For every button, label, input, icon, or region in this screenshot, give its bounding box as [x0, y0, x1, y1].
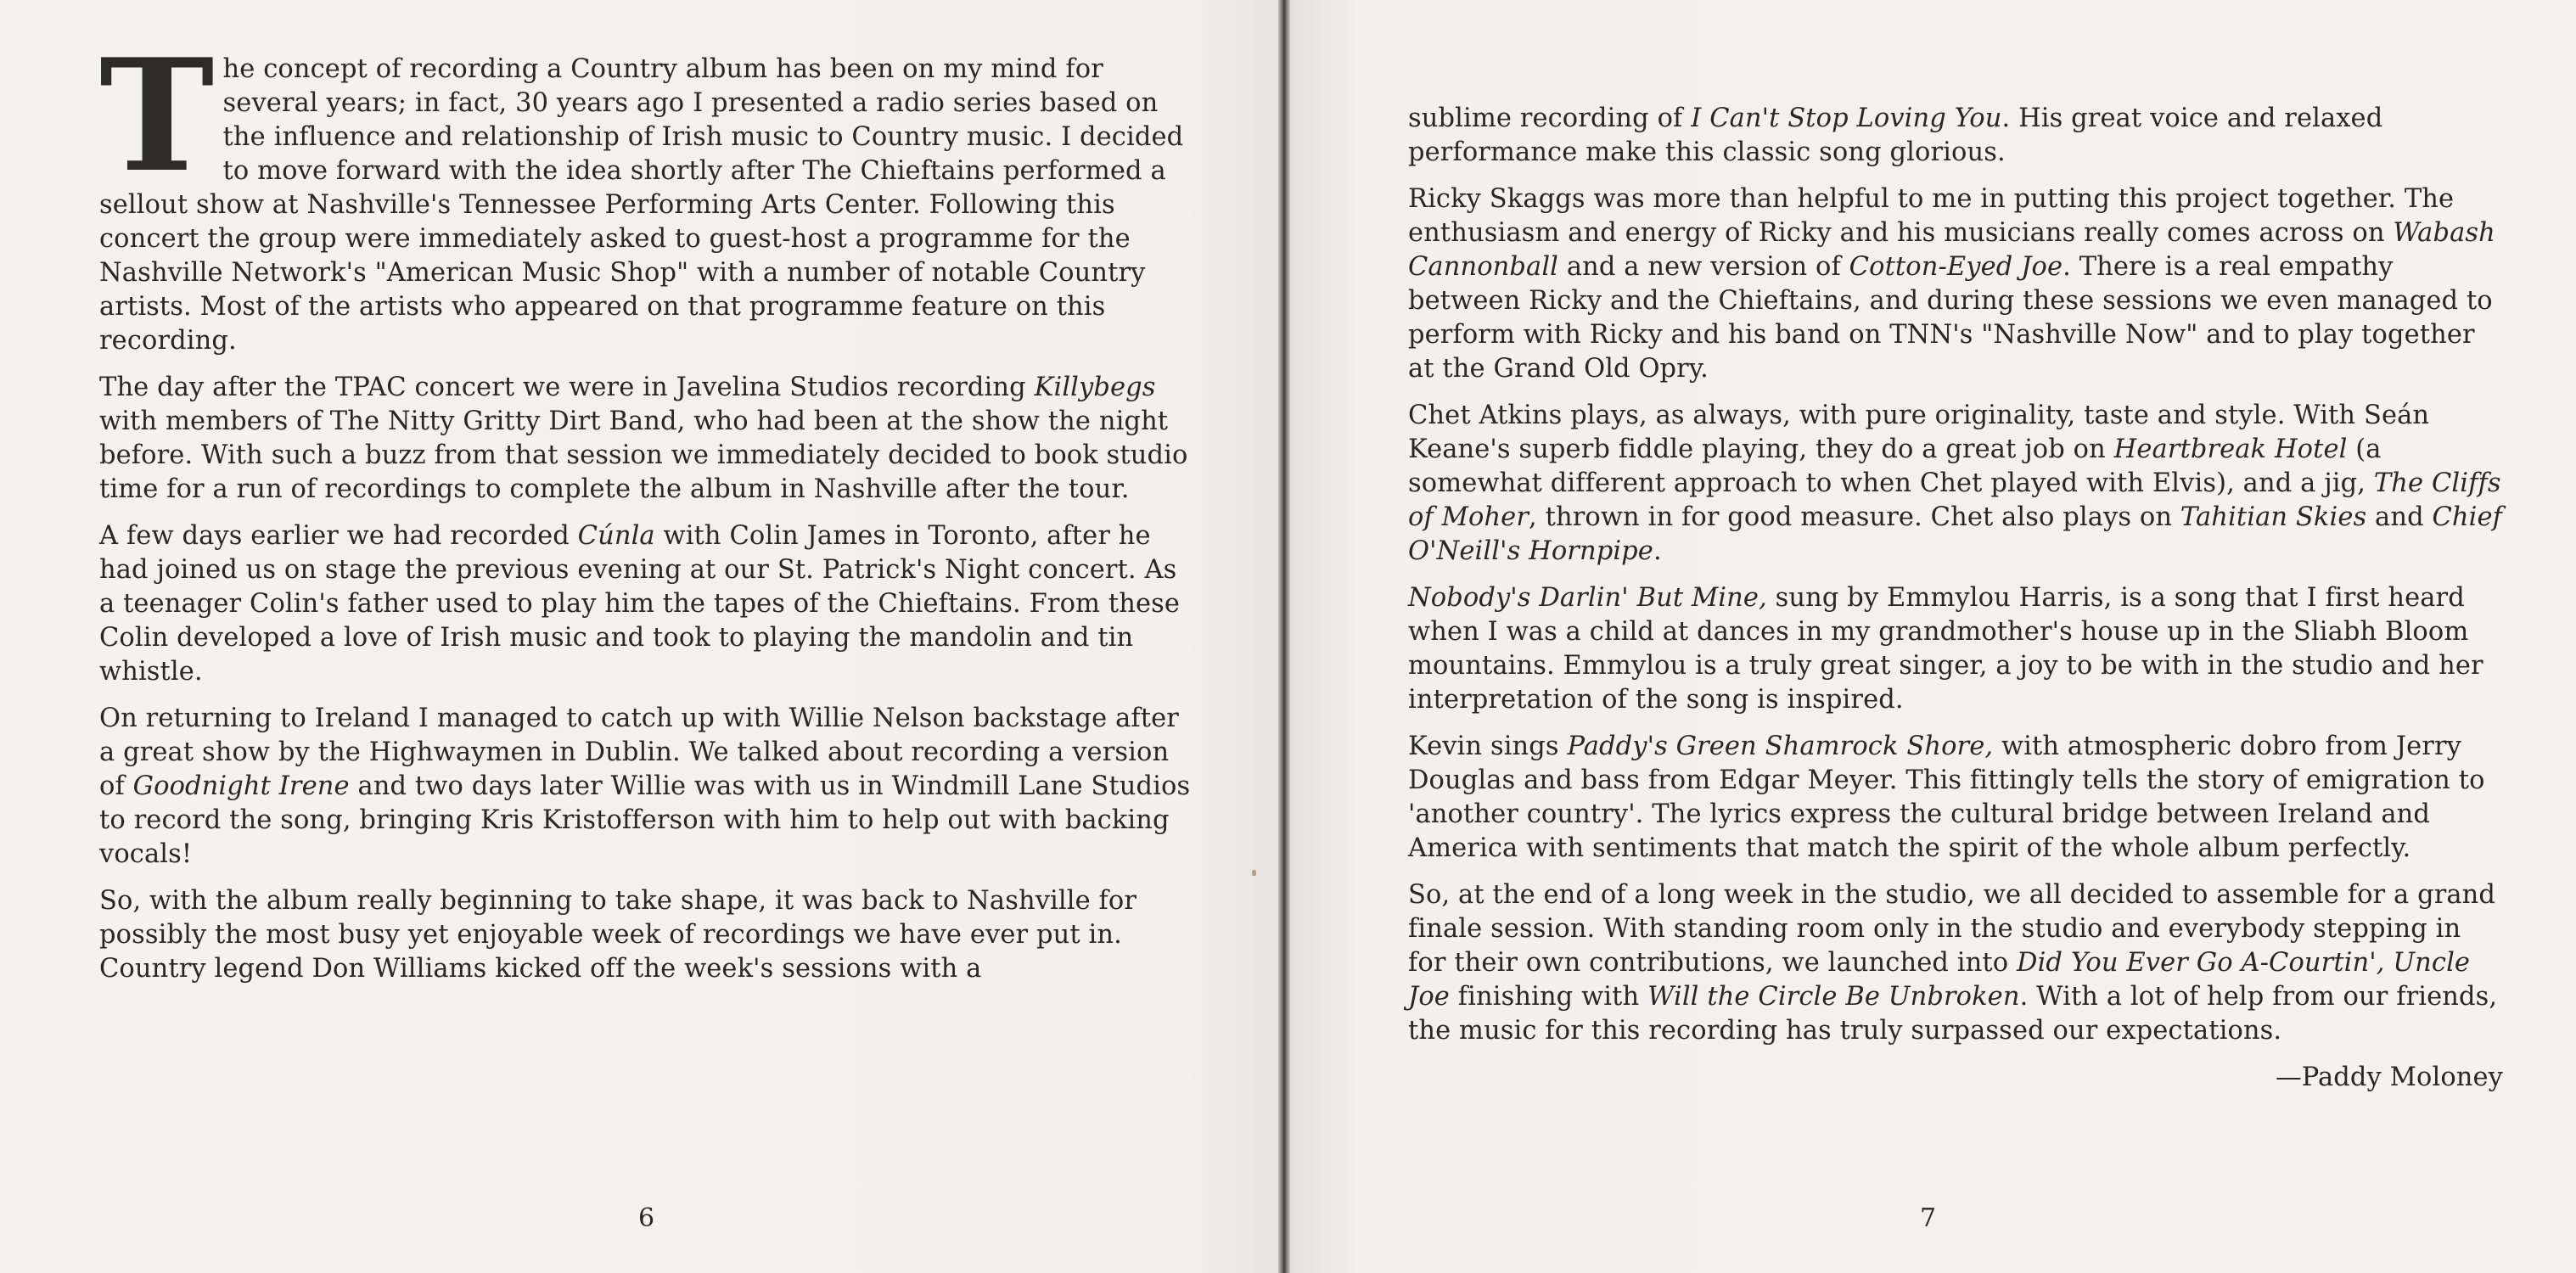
song-title: Chief O'Neill's Hornpipe	[1408, 502, 2503, 566]
book-gutter	[1278, 0, 1290, 1273]
song-title: I Can't Stop Loving You	[1691, 104, 2002, 133]
song-title: Cotton-Eyed Joe	[1849, 252, 2063, 282]
paragraph-text: and a new version of	[1558, 252, 1849, 282]
song-title: Heartbreak Hotel	[2113, 435, 2348, 464]
left-page-text	[99, 25, 1196, 999]
song-title: Nobody's Darlin' But Mine,	[1408, 583, 1767, 613]
song-title: Wabash Cannonball	[1408, 218, 2495, 282]
paragraph-text: On returning to Ireland I managed to catch up with Willie Nelson backstage after a great show by the Highwaymen in Dublin. We talked about recording a version of	[99, 704, 1179, 801]
paragraph-text: sung by Emmylou Harris, is a song that I first heard when I was a child at dances in my grandmother's house up in the Sliabh Bloom mountains. Emmylou is a truly great singer, a joy to be with in the studio and her interpretation of the song is inspired.	[1408, 583, 2483, 715]
drop-cap: T	[99, 25, 215, 206]
paragraph	[1408, 581, 2503, 717]
paragraph-text: A few days earlier we had recorded	[99, 521, 578, 551]
paragraph	[99, 25, 1196, 358]
paragraph	[1408, 182, 2503, 386]
song-title: Cúnla	[577, 521, 655, 551]
paragraph	[99, 519, 1196, 689]
paragraph	[1408, 730, 2503, 866]
page-number-left: 6	[638, 1203, 655, 1233]
paragraph	[1408, 399, 2503, 569]
song-title: Tahitian Skies	[2180, 502, 2367, 532]
paragraph-text: and two days later Willie was with us in Windmill Lane Studios to record the song, bringing Kris Kristofferson with him to help out with backing vocals!	[99, 771, 1191, 869]
paragraph-text: finishing with	[1449, 982, 1648, 1012]
paragraph	[99, 702, 1196, 872]
right-paragraphs	[1408, 102, 2503, 1048]
song-title: Goodnight Irene	[132, 771, 350, 801]
paragraph-text: and	[2366, 502, 2433, 532]
page-number-right: 7	[1920, 1203, 1937, 1233]
paragraph-text: Ricky Skaggs was more than helpful to me in putting this project together. The enthusiasm and energy of Ricky and his musicians really comes across on	[1408, 184, 2455, 248]
paragraph-text: .	[1653, 536, 1662, 566]
paragraph-text: The day after the TPAC concert we were in Javelina Studios recording	[99, 373, 1035, 402]
paragraph-text: Chet Atkins plays, as always, with pure originality, taste and style. With Seán Keane's superb fiddle playing, they do a great job on	[1408, 401, 2430, 464]
right-page-text	[1408, 102, 2503, 1108]
paragraph	[1408, 878, 2503, 1048]
song-title: Did You Ever Go A-Courtin', Uncle Joe	[1408, 948, 2471, 1012]
song-title: Killybegs	[1034, 373, 1156, 402]
paragraph-text: So, with the album really beginning to take shape, it was back to Nashville for possibly the most busy yet enjoyable week of recordings we have ever put in. Country legend Don Williams kicked off the week's sessions with a	[99, 886, 1137, 984]
song-title: The Cliffs of Moher	[1408, 468, 2501, 532]
paragraph-text: . His great voice and relaxed performance make this classic song glorious.	[1408, 104, 2383, 167]
paragraph-text: . With a lot of help from our friends, the music for this recording has truly surpassed our expectations.	[1408, 982, 2498, 1046]
paragraph-text: with members of The Nitty Gritty Dirt Band, who had been at the show the night before. With such a buzz from that session we immediately decided to book studio time for a run of recordings to complete the album in Nashville after the tour.	[99, 407, 1188, 504]
paper-speck	[1252, 870, 1256, 876]
paragraph-text: with Colin James in Toronto, after he had joined us on stage the previous evening at our St. Patrick's Night concert. As a teenager Colin's father used to play him the tapes of the Chieftains. From these Colin developed a love of Irish music and took to playing the mandolin and tin whistle.	[99, 521, 1180, 687]
paragraph	[99, 884, 1196, 986]
paragraph-text: sublime recording of	[1408, 104, 1692, 133]
paragraph-text: (a somewhat different approach to when Chet played with Elvis), and a jig,	[1408, 435, 2382, 498]
paragraph-text: he concept of recording a Country album has been on my mind for several years; in fact, 30 years ago I presented a radio series based on the influence and relationship of Irish music to Country music. I decided to move forward with the idea shortly after The Chieftains performed a sellout show at Nashville's Tennessee Performing Arts Center. Following this concert the group were immediately asked to guest-host a programme for the Nashville Network's "American Music Shop" with a number of notable Country artists. Most of the artists who appeared on that programme feature on this recording.	[99, 54, 1184, 356]
song-title: Paddy's Green Shamrock Shore,	[1567, 732, 1994, 761]
paragraph-text: Kevin sings	[1408, 732, 1568, 761]
paragraph-text: . There is a real empathy between Ricky and the Chieftains, and during these sessions we even managed to perform with Ricky and his band on TNN's "Nashville Now" and to play together at the Grand Old Opry.	[1408, 252, 2493, 384]
paragraph	[1408, 102, 2503, 170]
paragraph-text: with atmospheric dobro from Jerry Douglas and bass from Edgar Meyer. This fittingly tells the story of emigration to 'another country'. The lyrics express the cultural bridge between Ireland and America with sentiments that match the spirit of the whole album perfectly.	[1408, 732, 2485, 863]
paragraph	[99, 371, 1196, 507]
signature: —Paddy Moloney	[2276, 1063, 2503, 1092]
left-page	[0, 0, 1282, 1273]
left-paragraphs	[99, 25, 1196, 986]
paragraph-text: , thrown in for good measure. Chet also plays on	[1529, 502, 2180, 532]
song-title: Will the Circle Be Unbroken	[1647, 982, 2020, 1012]
paragraph-text: So, at the end of a long week in the studio, we all decided to assemble for a grand finale session. With standing room only in the studio and everybody stepping in for their own contributions, we launched into	[1408, 880, 2496, 978]
